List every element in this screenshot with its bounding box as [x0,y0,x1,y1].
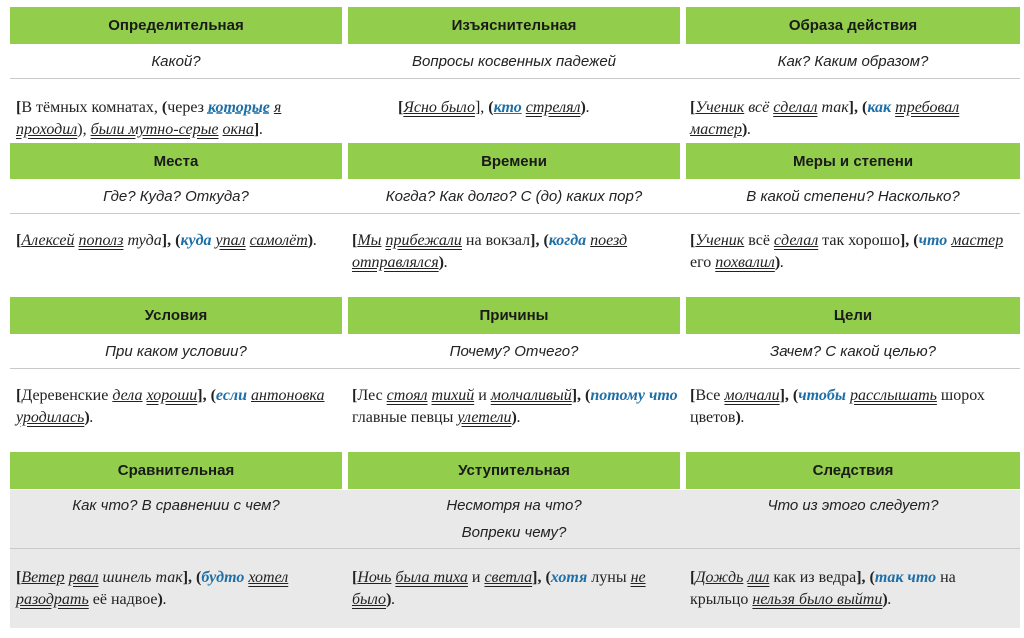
example-consequence: [Дождь лил как из ведра], (так что на крыльцо нельзя было выйти). [690,569,956,608]
question-explanatory: Вопросы косвенных падежей [411,52,617,70]
example-comparative: [Ветер рвал шинель так], (будто хотел разодрать её надвое). [16,569,289,608]
question-reason: Почему? Отчего? [449,342,579,360]
header-manner: Образа действия [686,7,1020,44]
question-concessive: Несмотря на что? Вопреки чему? [446,497,582,541]
question-attributive: Какой? [151,52,201,70]
divider [10,213,1020,214]
example-degree: [Ученик всё сделал так хорошо], (что мастер его похвалил). [690,232,1004,271]
question-place: Где? Куда? Откуда? [103,187,249,205]
question-manner: Как? Каким образом? [777,52,929,70]
example-manner: [Ученик всё сделал так], (как требовал мастер). [690,99,960,138]
example-reason: [Лес стоял тихий и молчаливый], (потому что главные певцы улетели). [352,387,678,426]
header-comparative: Сравнительная [10,452,342,489]
question-condition: При каком условии? [105,342,247,360]
header-place: Места [10,143,342,179]
example-time: [Мы прибежали на вокзал], (когда поезд отправлялся). [352,232,628,271]
header-reason: Причины [348,297,680,334]
question-degree: В какой степени? Насколько? [746,187,960,205]
divider [10,368,1020,369]
header-degree: Меры и степени [686,143,1020,179]
question-time: Когда? Как долго? С (до) каких пор? [385,187,643,205]
example-condition: [Деревенские дела хороши], (если антоновка уродилась). [16,387,325,426]
header-concessive: Уступительная [348,452,680,489]
header-time: Времени [348,143,680,179]
question-purpose: Зачем? С какой целью? [769,342,937,360]
example-explanatory: [Ясно было], (кто стрелял). [398,99,590,116]
header-condition: Условия [10,297,342,334]
example-attributive: [В тёмных комнатах, (через которые я проходил), были мутно-серые окна]. [16,99,282,138]
question-comparative: Как что? В сравнении с чем? [72,497,280,514]
header-purpose: Цели [686,297,1020,334]
example-place: [Алексей пополз туда], (куда упал самолёт). [16,232,318,249]
example-purpose: [Все молчали], (чтобы расслышать шорох цветов). [690,387,985,426]
header-attributive: Определительная [10,7,342,44]
divider [10,78,1020,79]
header-consequence: Следствия [686,452,1020,489]
question-consequence: Что из этого следует? [767,497,939,514]
example-concessive: [Ночь была тиха и светла], (хотя луны не было). [352,569,646,608]
header-explanatory: Изъяснительная [348,7,680,44]
divider [10,548,1020,549]
